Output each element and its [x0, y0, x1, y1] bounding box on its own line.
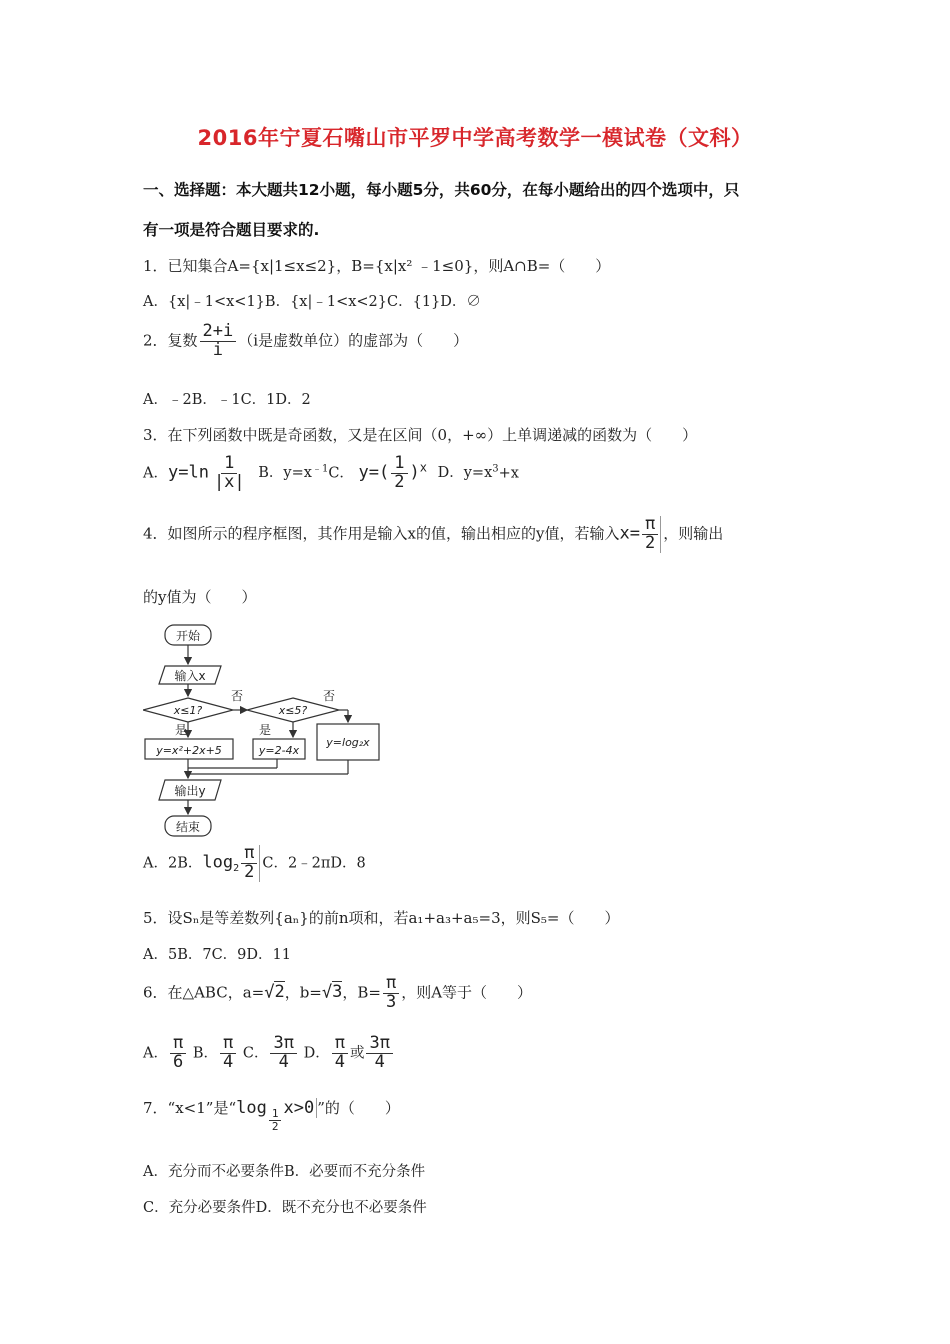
question-4-x-expr: x= — [619, 523, 640, 544]
flow-no2-label: 否 — [323, 689, 336, 703]
flow-no1-label: 否 — [231, 689, 244, 703]
fraction-numerator: π — [332, 1035, 348, 1054]
fraction-denominator: |x| — [213, 471, 245, 492]
option-ab-text: A．2B． — [143, 855, 203, 872]
fraction-denominator: 6 — [172, 1051, 184, 1072]
option-b-exponent: ﹣1 — [311, 463, 329, 475]
option-a-fraction — [170, 1035, 186, 1072]
option-b-label: B． — [192, 1045, 218, 1062]
fraction-denominator: 2 — [271, 1119, 279, 1133]
question-4-line1 — [143, 516, 723, 553]
sqrt-a: √2 — [264, 982, 285, 1003]
flow-box1-text: y=x²+2x+5 — [156, 744, 222, 757]
question-6-suffix: ，则A等于（ ） — [401, 983, 533, 1002]
option-c-label: C． — [328, 465, 354, 482]
question-7-options-1: A．充分而不必要条件B．必要而不充分条件 — [143, 1164, 426, 1180]
log-tail: x>0 — [283, 1098, 315, 1118]
fraction-numerator: 3π — [366, 1035, 392, 1054]
option-cd-text: C．2﹣2πD．8 — [262, 855, 366, 872]
question-5-options: A．5B．7C．9D．11 — [143, 947, 291, 963]
log-text: log — [236, 1098, 267, 1118]
section-heading-line1: 一、选择题：本大题共12小题，每小题5分，共60分，在每小题给出的四个选项中，只 — [143, 181, 740, 199]
flowchart — [143, 620, 383, 842]
question-4-prefix: 4．如图所示的程序框图，其作用是输入x的值，输出相应的y值，若输入 — [143, 524, 620, 543]
flow-box3-text: y=log₂x — [326, 736, 370, 749]
option-a-label: A． — [143, 1045, 168, 1062]
fraction-denominator: 4 — [334, 1051, 345, 1072]
question-7-options-2: C．充分必要条件D．既不充分也不必要条件 — [143, 1200, 427, 1216]
option-d-label: D． — [303, 1045, 330, 1062]
question-7-suffix: ”的（ ） — [317, 1099, 400, 1117]
flow-yes2-label: 是 — [259, 723, 272, 737]
option-d-exponent: 3 — [492, 463, 499, 475]
option-a-fraction — [211, 455, 248, 492]
question-1-stem: 1．已知集合A={x|1≤x≤2}，B={x|x² ﹣1≤0}，则A∩B=（ ） — [143, 257, 611, 275]
page-title: 2016年宁夏石嘴山市平罗中学高考数学一模试卷（文科） — [197, 126, 753, 150]
option-d-or: 或 — [349, 1045, 365, 1062]
question-2 — [143, 323, 468, 360]
log-base-fraction — [269, 1108, 282, 1132]
flow-cond2-text: x≤5? — [278, 704, 308, 717]
section-heading-line2: 有一项是符合题目要求的. — [143, 221, 320, 239]
option-b-fraction — [220, 1035, 236, 1072]
question-6-options — [143, 1035, 395, 1072]
fraction-denominator: 2 — [644, 532, 656, 553]
option-d-fraction-1 — [332, 1035, 348, 1072]
question-2-fraction — [200, 323, 237, 360]
fraction-numerator: π — [170, 1035, 186, 1054]
question-6-mid1: ，b= — [284, 983, 322, 1002]
option-b-log: log — [202, 852, 234, 873]
flow-end-text: 结束 — [175, 820, 201, 834]
option-c-exponent: x — [419, 460, 427, 475]
question-2-options: A．﹣2B．﹣1C．1D．2 — [143, 392, 311, 408]
question-3-stem: 3．在下列函数中既是奇函数，又是在区间（0，+∞）上单调递减的函数为（ ） — [143, 426, 698, 444]
radicand-a: 2 — [274, 982, 285, 1003]
flow-input-text: 输入x — [174, 669, 206, 683]
fraction-denominator: 4 — [278, 1051, 289, 1072]
option-c-close: ) — [409, 462, 420, 483]
question-3-options — [143, 455, 519, 492]
fraction-numerator: 1 — [221, 455, 237, 474]
question-4-suffix: ，则输出 — [663, 524, 724, 543]
question-7-prefix: 7．“x<1”是“ — [143, 1099, 237, 1117]
fraction-numerator: π — [241, 845, 257, 864]
question-6-stem — [143, 975, 532, 1012]
fraction-numerator: π — [220, 1035, 236, 1054]
option-c-fraction — [270, 1035, 296, 1072]
radicand-b: 3 — [332, 982, 343, 1003]
option-b-text: B．y=x — [258, 465, 312, 482]
question-4-x-fraction — [642, 516, 661, 553]
question-7-stem — [143, 1097, 400, 1132]
fraction-numerator: 3π — [270, 1035, 296, 1054]
option-c-expr: y=( — [358, 462, 390, 483]
question-2-prefix: 2．复数 — [143, 331, 198, 350]
question-1-options: A．{x|﹣1<x<1}B．{x|﹣1<x<2}C．{1}D．∅ — [143, 294, 481, 310]
question-6-B-fraction — [383, 975, 399, 1012]
option-d-label: D．y=x — [437, 465, 493, 482]
flow-output-text: 输出y — [174, 784, 206, 798]
fraction-denominator: i — [212, 339, 224, 360]
option-a-label: A． — [143, 465, 168, 482]
option-b-log-base: 2 — [233, 863, 240, 875]
fraction-denominator: 4 — [223, 1051, 234, 1072]
option-d-tail: +x — [498, 465, 519, 482]
flow-box2-text: y=2-4x — [258, 744, 300, 757]
question-6-mid2: ，B= — [342, 983, 381, 1002]
question-5-stem: 5．设Sₙ是等差数列{aₙ}的前n项和，若a₁+a₃+a₅=3，则S₅=（ ） — [143, 909, 620, 927]
option-d-fraction-2 — [366, 1035, 392, 1072]
option-a-expr: y=ln — [167, 462, 209, 483]
flow-start-text: 开始 — [175, 629, 201, 643]
fraction-denominator: 4 — [374, 1051, 385, 1072]
fraction-numerator: 2+i — [200, 323, 237, 342]
sqrt-b: √3 — [321, 982, 343, 1003]
flow-yes1-label: 是 — [175, 723, 188, 737]
fraction-numerator: 1 — [269, 1108, 282, 1121]
question-6-prefix: 6．在△ABC，a= — [143, 983, 265, 1002]
fraction-denominator: 2 — [394, 471, 405, 492]
fraction-numerator: 1 — [391, 455, 407, 474]
flow-cond1-text: x≤1? — [173, 704, 203, 717]
question-2-suffix: （i是虚数单位）的虚部为（ ） — [238, 331, 469, 350]
question-4-options — [143, 845, 366, 882]
fraction-numerator: π — [383, 975, 399, 994]
question-7-log-expr — [236, 1098, 317, 1133]
option-c-fraction — [391, 455, 407, 492]
fraction-numerator: π — [642, 516, 658, 535]
fraction-denominator: 2 — [244, 861, 255, 882]
option-b-fraction — [241, 845, 260, 882]
option-c-label: C． — [242, 1045, 269, 1062]
question-4-line2: 的y值为（ ） — [143, 588, 257, 606]
fraction-denominator: 3 — [385, 991, 397, 1012]
